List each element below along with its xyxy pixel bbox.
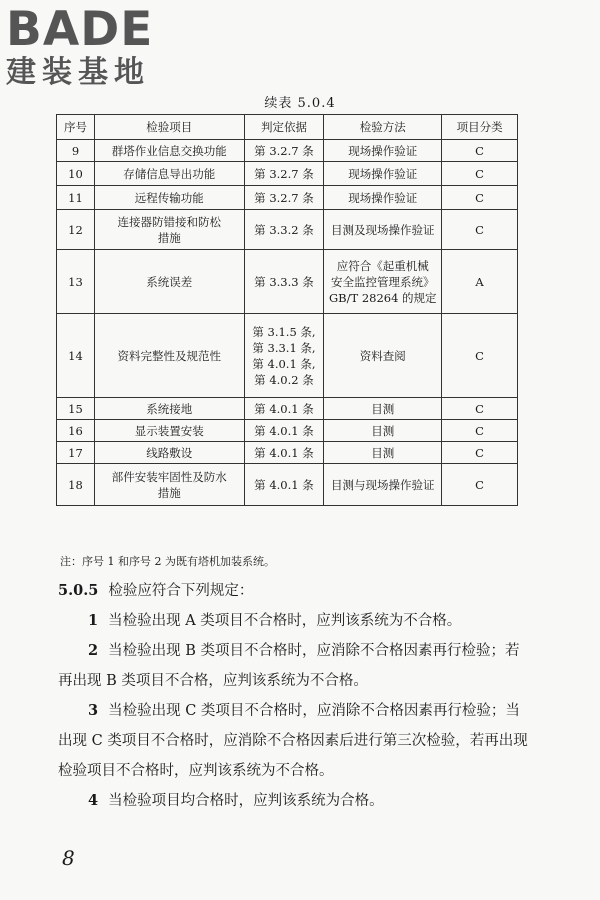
cell-basis: 第 4.0.1 条	[244, 398, 324, 420]
cell-method: 应符合《起重机械 安全监控管理系统》 GB/T 28264 的规定	[324, 250, 442, 314]
inspection-table	[56, 114, 518, 506]
cell-method: 目测与现场操作验证	[324, 464, 442, 506]
cell-item: 线路敷设	[94, 442, 244, 464]
cell-no: 16	[57, 420, 95, 442]
table-row	[57, 314, 518, 398]
cell-method: 目测	[324, 442, 442, 464]
cell-basis: 第 3.3.2 条	[244, 210, 324, 250]
logo-brand-text: BADE	[6, 2, 154, 57]
cell-basis: 第 3.2.7 条	[244, 140, 324, 162]
cell-no: 13	[57, 250, 95, 314]
cell-class: C	[442, 210, 518, 250]
table-row	[57, 250, 518, 314]
cell-class: C	[442, 186, 518, 210]
cell-no: 17	[57, 442, 95, 464]
clause-4: 4 当检验项目均合格时，应判该系统为合格。	[88, 792, 384, 809]
table-caption: 续表 5.0.4	[264, 96, 336, 111]
table-header-row	[57, 115, 518, 140]
cell-method: 现场操作验证	[324, 186, 442, 210]
cell-item: 连接器防错接和防松 措施	[94, 210, 244, 250]
cell-no: 10	[57, 162, 95, 186]
cell-no: 18	[57, 464, 95, 506]
cell-class: C	[442, 442, 518, 464]
cell-item: 远程传输功能	[94, 186, 244, 210]
cell-basis: 第 3.2.7 条	[244, 162, 324, 186]
cell-method: 现场操作验证	[324, 162, 442, 186]
cell-item: 资料完整性及规范性	[94, 314, 244, 398]
section-5-0-5	[58, 576, 528, 816]
section-title: 检验应符合下列规定：	[108, 583, 254, 599]
cell-class: C	[442, 162, 518, 186]
clause-1: 1 当检验出现 A 类项目不合格时，应判该系统为不合格。	[88, 612, 462, 629]
header-item: 检验项目	[94, 115, 244, 140]
cell-item: 群塔作业信息交换功能	[94, 140, 244, 162]
cell-basis: 第 3.1.5 条, 第 3.3.1 条, 第 4.0.1 条, 第 4.0.2 条	[244, 314, 324, 398]
brand-logo	[6, 2, 181, 90]
table-row	[57, 210, 518, 250]
cell-no: 9	[57, 140, 95, 162]
cell-item: 存储信息导出功能	[94, 162, 244, 186]
table-row	[57, 420, 518, 442]
cell-no: 15	[57, 398, 95, 420]
cell-basis: 第 4.0.1 条	[244, 420, 324, 442]
logo-subtitle: 建装基地	[6, 55, 150, 90]
cell-class: C	[442, 398, 518, 420]
page-number: 8	[62, 846, 75, 870]
cell-no: 14	[57, 314, 95, 398]
clause-2: 2 当检验出现 B 类项目不合格时，应消除不合格因素再行检验；若再出现 B 类项目不合格，应判该系统为不合格。	[58, 642, 520, 689]
table-row	[57, 162, 518, 186]
cell-item: 系统接地	[94, 398, 244, 420]
table-note: 注：序号 1 和序号 2 为既有塔机加装系统。	[60, 555, 275, 568]
section-heading	[58, 576, 528, 606]
cell-method: 目测	[324, 398, 442, 420]
table-row	[57, 442, 518, 464]
cell-basis: 第 3.3.3 条	[244, 250, 324, 314]
cell-method: 目测及现场操作验证	[324, 210, 442, 250]
cell-no: 12	[57, 210, 95, 250]
cell-item: 系统误差	[94, 250, 244, 314]
header-no: 序号	[57, 115, 95, 140]
cell-method: 目测	[324, 420, 442, 442]
table-row	[57, 464, 518, 506]
table-row	[57, 186, 518, 210]
cell-item: 显示装置安装	[94, 420, 244, 442]
header-basis: 判定依据	[244, 115, 324, 140]
cell-basis: 第 4.0.1 条	[244, 442, 324, 464]
cell-class: C	[442, 140, 518, 162]
cell-item: 部件安装牢固性及防水 措施	[94, 464, 244, 506]
cell-method: 资料查阅	[324, 314, 442, 398]
cell-basis: 第 3.2.7 条	[244, 186, 324, 210]
section-number: 5.0.5	[58, 582, 99, 599]
cell-class: C	[442, 420, 518, 442]
cell-class: C	[442, 314, 518, 398]
clause-3: 3 当检验出现 C 类项目不合格时，应消除不合格因素再行检验；当出现 C 类项目不合格时，应消除不合格因素后进行第三次检验，若再出现检验项目不合格时，应判该系统为不合格。	[58, 702, 528, 779]
header-class: 项目分类	[442, 115, 518, 140]
header-method: 检验方法	[324, 115, 442, 140]
cell-basis: 第 4.0.1 条	[244, 464, 324, 506]
table-row	[57, 398, 518, 420]
table-row	[57, 140, 518, 162]
cell-method: 现场操作验证	[324, 140, 442, 162]
cell-class: A	[442, 250, 518, 314]
cell-class: C	[442, 464, 518, 506]
cell-no: 11	[57, 186, 95, 210]
